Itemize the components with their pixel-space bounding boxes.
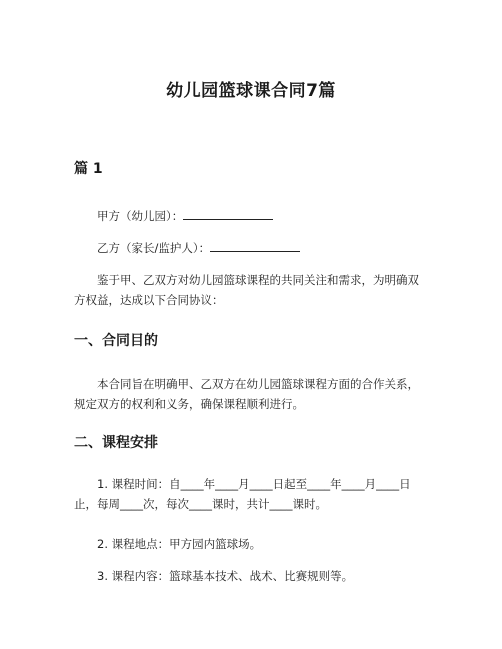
- document-title: 幼儿园篮球课合同7篇: [166, 81, 336, 101]
- preamble-paragraph: 鉴于甲、乙双方对幼儿园篮球课程的共同关注和需求，为明确双方权益，达成以下合同协议：: [74, 273, 419, 307]
- party-a-label: 甲方（幼儿园）：: [97, 209, 184, 223]
- party-a-line: [97, 206, 273, 226]
- party-b-line: [97, 238, 300, 258]
- part-heading: 篇 1: [74, 161, 103, 177]
- party-a-blank: [183, 207, 273, 220]
- section-2-item-2: 2. 课程地点：甲方园内篮球场。: [97, 537, 262, 551]
- section-2-item-1: 1. 课程时间：自____年____月____日起至____年____月____日止，每周____次，每次____课时，共计____课时。: [74, 477, 411, 511]
- section-2-item-3: 3. 课程内容：篮球基本技术、战术、比赛规则等。: [97, 569, 354, 583]
- section-1-body: 本合同旨在明确甲、乙双方在幼儿园篮球课程方面的合作关系，规定双方的权利和义务，确保课程顺利进行。: [74, 377, 419, 411]
- section-2-heading: 二、课程安排: [74, 435, 158, 451]
- section-1-heading: 一、合同目的: [74, 333, 158, 349]
- party-b-blank: [210, 239, 300, 252]
- party-b-label: 乙方（家长/监护人）：: [97, 241, 211, 255]
